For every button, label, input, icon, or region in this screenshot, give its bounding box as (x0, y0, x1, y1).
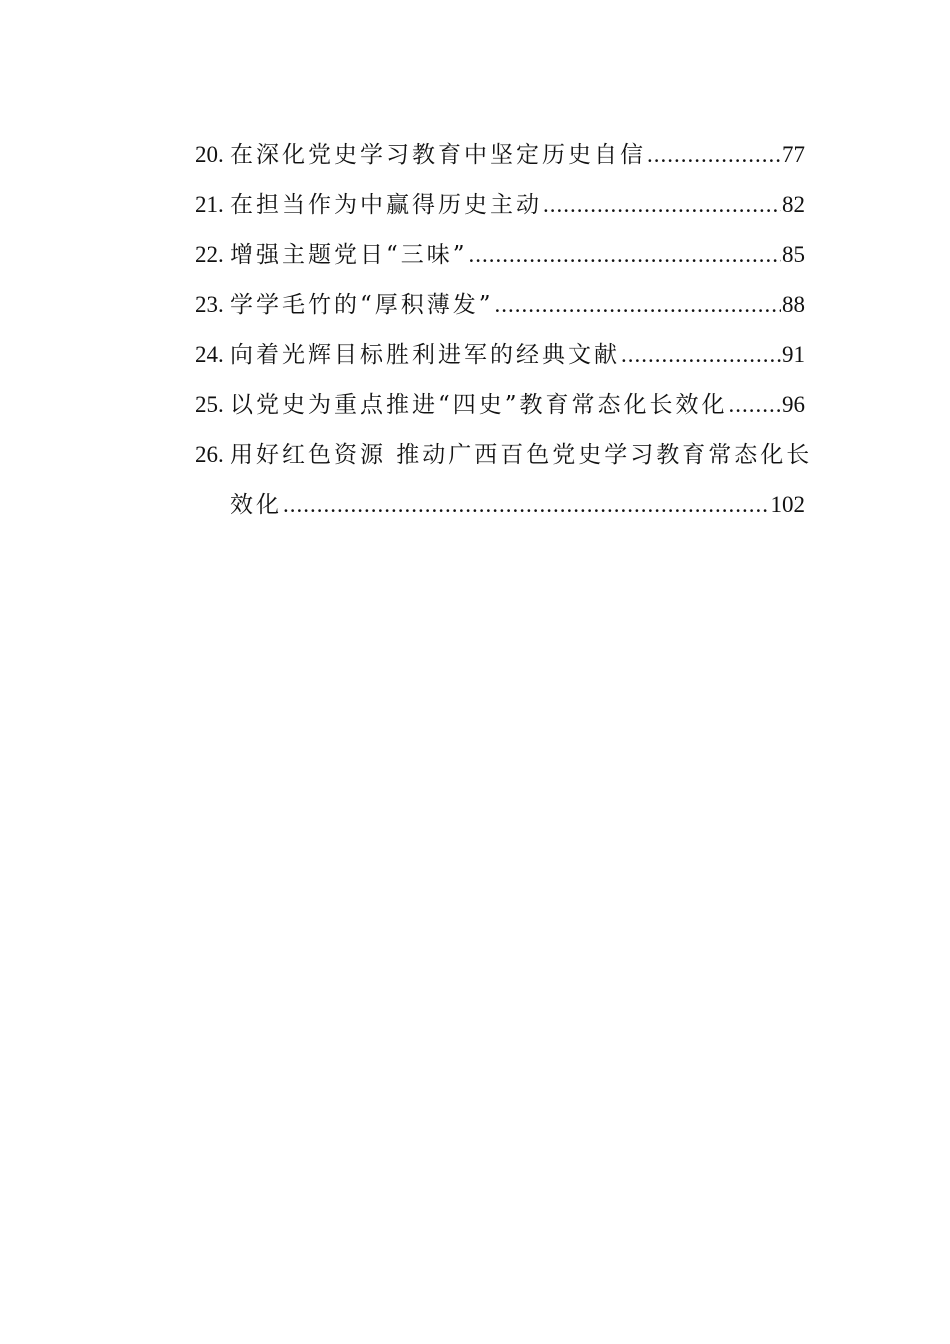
toc-entry-page: 77 (782, 142, 805, 167)
table-of-contents (195, 130, 813, 530)
toc-entry-number: 23. (195, 292, 224, 317)
toc-entry-number: 21. (195, 192, 224, 217)
toc-entry-title: 增强主题党日“三味” (230, 242, 468, 268)
toc-entry-number: 22. (195, 242, 224, 267)
toc-entry-20[interactable] (195, 130, 805, 180)
toc-entry-25[interactable] (195, 380, 805, 430)
toc-entry-title: 学学毛竹的“厚积薄发” (230, 292, 494, 318)
toc-entry-title: 用好红色资源 推动广西百色党史学习教育常态化长 (230, 442, 813, 468)
toc-entry-title: 向着光辉目标胜利进军的经典文献 (230, 342, 620, 368)
toc-entry-number: 24. (195, 342, 224, 367)
toc-entry-22[interactable] (195, 230, 805, 280)
toc-entry-number: 25. (195, 392, 224, 417)
dot-leader (543, 180, 781, 230)
toc-entry-26[interactable] (195, 430, 813, 530)
dot-leader (647, 130, 781, 180)
toc-entry-23[interactable] (195, 280, 805, 330)
toc-entry-page: 85 (782, 242, 805, 267)
toc-entry-24[interactable] (195, 330, 805, 380)
toc-entry-number: 20. (195, 142, 224, 167)
toc-entry-number: 26. (195, 442, 224, 467)
toc-entry-page: 91 (782, 342, 805, 367)
toc-entry-page: 96 (782, 392, 805, 417)
toc-entry-title: 在担当作为中赢得历史主动 (230, 192, 542, 218)
dot-leader (469, 230, 781, 280)
dot-leader (621, 330, 781, 380)
toc-entry-title: 在深化党史学习教育中坚定历史自信 (230, 142, 646, 168)
toc-entry-page: 102 (770, 492, 805, 517)
dot-leader (729, 380, 781, 430)
toc-entry-title-continuation: 效化 (230, 492, 282, 518)
toc-entry-title: 以党史为重点推进“四史”教育常态化长效化 (230, 392, 728, 418)
toc-entry-page: 82 (782, 192, 805, 217)
toc-entry-page: 88 (782, 292, 805, 317)
toc-entry-21[interactable] (195, 180, 805, 230)
dot-leader (283, 480, 770, 530)
dot-leader (495, 280, 781, 330)
